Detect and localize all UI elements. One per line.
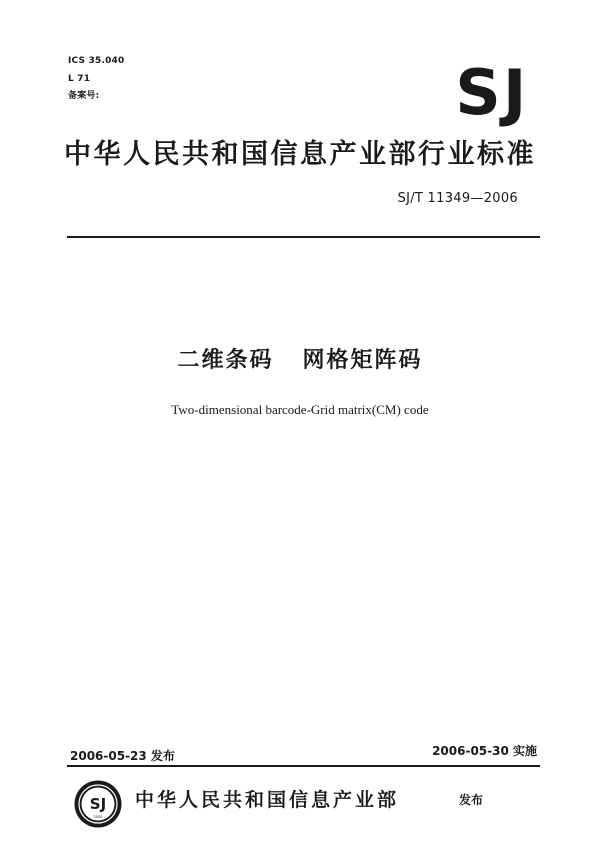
seal-small-text: 2005	[93, 815, 103, 819]
bottom-divider	[67, 765, 540, 767]
seal-letters: SJ	[89, 795, 107, 813]
filing-number-label: 备案号:	[68, 91, 100, 101]
clc-code: L 71	[68, 74, 91, 84]
top-divider	[67, 236, 540, 238]
standard-title: 中华人民共和国信息产业部行业标准	[64, 139, 536, 170]
issued-by-label: 发布	[459, 793, 484, 807]
document-title-en: Two-dimensional barcode-Grid matrix(CM) code	[171, 402, 429, 417]
implementation-date: 2006-05-30 实施	[432, 744, 537, 758]
issue-date: 2006-05-23 发布	[70, 749, 175, 763]
document-title-cn: 二维条码 网格矩阵码	[177, 348, 423, 373]
standard-number: SJ/T 11349—2006	[397, 191, 518, 206]
ministry-seal-icon	[73, 779, 123, 829]
ministry-name: 中华人民共和国信息产业部	[135, 789, 400, 811]
ics-code: ICS 35.040	[68, 56, 125, 66]
sj-logo: SJ	[455, 56, 529, 129]
